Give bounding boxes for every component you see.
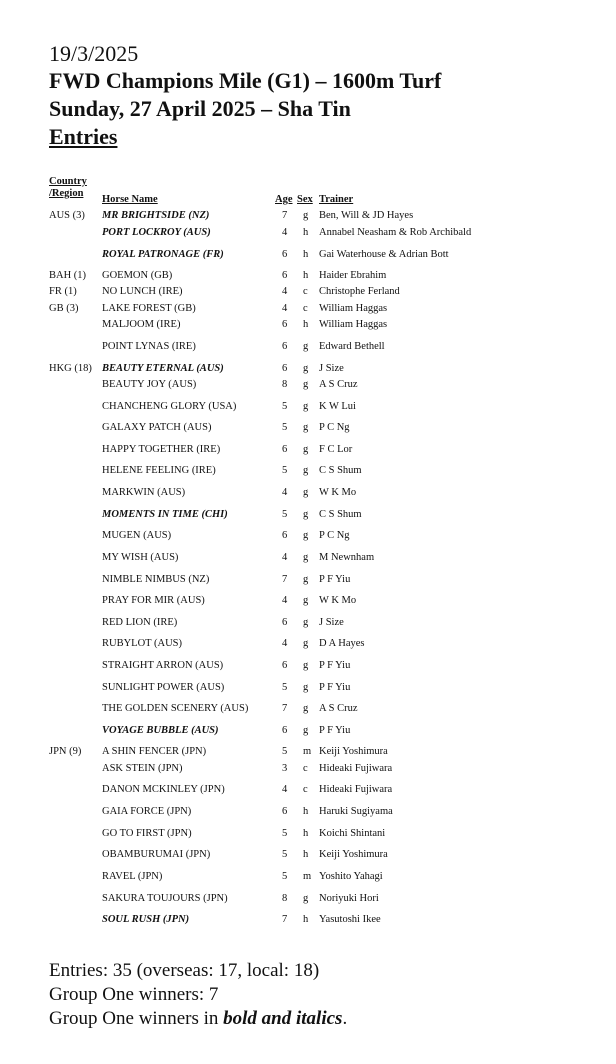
g1-legend-prefix: Group One winners in <box>49 1008 224 1029</box>
row-sex: h <box>303 914 309 925</box>
row-horse-name: RED LION (IRE) <box>102 617 178 628</box>
issue-date: 19/3/2025 <box>49 41 139 66</box>
g1-legend-suffix: . <box>342 1008 348 1029</box>
row-horse-name: LAKE FOREST (GB) <box>102 303 196 314</box>
row-sex: g <box>303 422 309 433</box>
row-horse-name: MALJOOM (IRE) <box>102 319 181 330</box>
table-row <box>0 226 616 240</box>
table-row <box>0 805 616 819</box>
row-sex: g <box>303 530 309 541</box>
row-horse-name: RAVEL (JPN) <box>102 871 163 882</box>
row-sex: g <box>303 444 309 455</box>
row-sex: h <box>303 849 309 860</box>
table-row <box>0 745 616 759</box>
row-horse-name: SOUL RUSH (JPN) <box>102 914 190 925</box>
row-trainer: C S Shum <box>319 465 362 476</box>
table-row <box>0 318 616 332</box>
row-horse-name: PRAY FOR MIR (AUS) <box>102 595 205 606</box>
row-trainer: P F Yiu <box>319 725 351 736</box>
row-age: 6 <box>282 806 288 817</box>
row-horse-name: ROYAL PATRONAGE (FR) <box>102 249 224 260</box>
row-age: 5 <box>282 871 288 882</box>
row-trainer: J Size <box>319 363 344 374</box>
race-title: FWD Champions Mile (G1) – 1600m Turf <box>49 68 442 93</box>
row-sex: g <box>303 893 309 904</box>
table-row <box>0 464 616 478</box>
row-age: 5 <box>282 746 288 757</box>
row-trainer: A S Cruz <box>319 379 358 390</box>
table-row <box>0 285 616 299</box>
row-trainer: W K Mo <box>319 487 357 498</box>
table-row <box>0 594 616 608</box>
section-heading: Entries <box>49 124 118 149</box>
row-sex: g <box>303 638 309 649</box>
row-age: 7 <box>282 210 288 221</box>
row-horse-name: RUBYLOT (AUS) <box>102 638 183 649</box>
col-country-line2: /Region <box>49 188 84 199</box>
table-row <box>0 724 616 738</box>
summary-footer <box>49 959 347 1031</box>
table-row <box>0 573 616 587</box>
col-country-line1: Country <box>49 176 87 187</box>
entries-count: Entries: 35 (overseas: 17, local: 18) <box>49 960 320 981</box>
row-trainer: William Haggas <box>319 303 388 314</box>
row-trainer: A S Cruz <box>319 703 358 714</box>
table-row <box>0 892 616 906</box>
row-trainer: P C Ng <box>319 422 350 433</box>
row-age: 6 <box>282 660 288 671</box>
row-sex: h <box>303 828 309 839</box>
table-row <box>0 362 616 376</box>
row-age: 5 <box>282 828 288 839</box>
table-row <box>0 302 616 316</box>
row-age: 6 <box>282 249 288 260</box>
row-trainer: M Newnham <box>319 552 375 563</box>
row-sex: h <box>303 806 309 817</box>
row-trainer: F C Lor <box>319 444 353 455</box>
row-age: 4 <box>282 286 288 297</box>
row-sex: g <box>303 341 309 352</box>
row-sex: g <box>303 363 309 374</box>
row-sex: g <box>303 574 309 585</box>
row-horse-name: VOYAGE BUBBLE (AUS) <box>102 725 219 736</box>
row-sex: c <box>303 286 308 297</box>
row-age: 4 <box>282 784 288 795</box>
row-sex: g <box>303 725 309 736</box>
row-horse-name: MR BRIGHTSIDE (NZ) <box>102 210 210 221</box>
race-day-venue: Sunday, 27 April 2025 – Sha Tin <box>49 96 351 121</box>
row-trainer: C S Shum <box>319 509 362 520</box>
row-age: 7 <box>282 914 288 925</box>
row-horse-name: GOEMON (GB) <box>102 270 173 281</box>
row-horse-name: GAIA FORCE (JPN) <box>102 806 192 817</box>
row-age: 6 <box>282 363 288 374</box>
row-horse-name: STRAIGHT ARRON (AUS) <box>102 660 224 671</box>
table-row <box>0 248 616 262</box>
row-trainer: P F Yiu <box>319 682 351 693</box>
table-row <box>0 508 616 522</box>
row-sex: g <box>303 487 309 498</box>
row-trainer: William Haggas <box>319 319 388 330</box>
row-trainer: Koichi Shintani <box>319 828 386 839</box>
col-age: Age <box>275 194 293 205</box>
table-row <box>0 783 616 797</box>
row-sex: g <box>303 617 309 628</box>
row-horse-name: HELENE FEELING (IRE) <box>102 465 216 476</box>
row-age: 6 <box>282 319 288 330</box>
row-age: 3 <box>282 763 288 774</box>
table-row <box>0 529 616 543</box>
table-row <box>0 681 616 695</box>
table-row <box>0 443 616 457</box>
row-trainer: Hideaki Fujiwara <box>319 784 393 795</box>
row-trainer: Christophe Ferland <box>319 286 400 297</box>
row-trainer: J Size <box>319 617 344 628</box>
table-row <box>0 378 616 392</box>
row-horse-name: POINT LYNAS (IRE) <box>102 341 196 352</box>
table-row <box>0 637 616 651</box>
row-age: 6 <box>282 617 288 628</box>
row-horse-name: BEAUTY JOY (AUS) <box>102 379 197 390</box>
row-horse-name: MARKWIN (AUS) <box>102 487 186 498</box>
row-age: 4 <box>282 303 288 314</box>
table-row <box>0 827 616 841</box>
page-header <box>49 40 441 151</box>
g1-winners-count: Group One winners: 7 <box>49 984 219 1005</box>
row-horse-name: MUGEN (AUS) <box>102 530 172 541</box>
row-horse-name: PORT LOCKROY (AUS) <box>102 227 211 238</box>
row-age: 5 <box>282 849 288 860</box>
row-sex: g <box>303 552 309 563</box>
row-horse-name: GALAXY PATCH (AUS) <box>102 422 212 433</box>
row-trainer: W K Mo <box>319 595 357 606</box>
col-trainer: Trainer <box>319 194 354 205</box>
table-row <box>0 551 616 565</box>
row-country: JPN (9) <box>49 746 82 757</box>
row-horse-name: ASK STEIN (JPN) <box>102 763 183 774</box>
table-row <box>0 486 616 500</box>
row-sex: g <box>303 595 309 606</box>
row-horse-name: DANON MCKINLEY (JPN) <box>102 784 225 795</box>
row-age: 4 <box>282 638 288 649</box>
row-trainer: P F Yiu <box>319 660 351 671</box>
row-trainer: Haruki Sugiyama <box>319 806 393 817</box>
row-age: 5 <box>282 509 288 520</box>
table-row <box>0 400 616 414</box>
table-row <box>0 209 616 223</box>
row-age: 6 <box>282 725 288 736</box>
row-sex: g <box>303 401 309 412</box>
row-age: 5 <box>282 465 288 476</box>
row-trainer: Keiji Yoshimura <box>319 849 388 860</box>
row-country: GB (3) <box>49 303 79 314</box>
table-row <box>0 870 616 884</box>
table-row <box>0 702 616 716</box>
row-sex: h <box>303 270 309 281</box>
row-sex: h <box>303 249 309 260</box>
row-horse-name: A SHIN FENCER (JPN) <box>102 746 207 757</box>
row-age: 5 <box>282 682 288 693</box>
row-horse-name: GO TO FIRST (JPN) <box>102 828 192 839</box>
row-sex: g <box>303 509 309 520</box>
row-sex: g <box>303 210 309 221</box>
row-sex: g <box>303 660 309 671</box>
row-age: 4 <box>282 227 288 238</box>
table-row <box>0 421 616 435</box>
row-country: AUS (3) <box>49 210 85 221</box>
row-horse-name: NIMBLE NIMBUS (NZ) <box>102 574 210 585</box>
row-age: 4 <box>282 552 288 563</box>
row-age: 4 <box>282 595 288 606</box>
row-trainer: P C Ng <box>319 530 350 541</box>
row-sex: h <box>303 319 309 330</box>
row-age: 5 <box>282 422 288 433</box>
row-horse-name: HAPPY TOGETHER (IRE) <box>102 444 221 455</box>
row-horse-name: BEAUTY ETERNAL (AUS) <box>102 363 224 374</box>
row-horse-name: SAKURA TOUJOURS (JPN) <box>102 893 228 904</box>
row-trainer: Hideaki Fujiwara <box>319 763 393 774</box>
row-country: FR (1) <box>49 286 77 297</box>
row-horse-name: MY WISH (AUS) <box>102 552 179 563</box>
row-trainer: P F Yiu <box>319 574 351 585</box>
row-age: 6 <box>282 270 288 281</box>
row-age: 6 <box>282 444 288 455</box>
row-sex: h <box>303 227 309 238</box>
row-country: HKG (18) <box>49 363 92 374</box>
row-sex: m <box>303 746 312 757</box>
row-trainer: Haider Ebrahim <box>319 270 387 281</box>
col-horse-name: Horse Name <box>102 194 158 205</box>
row-trainer: Keiji Yoshimura <box>319 746 388 757</box>
table-row <box>0 913 616 927</box>
row-trainer: Noriyuki Hori <box>319 893 379 904</box>
row-age: 6 <box>282 530 288 541</box>
g1-legend-emphasis: bold and italics <box>223 1008 343 1029</box>
row-sex: g <box>303 682 309 693</box>
row-sex: c <box>303 784 308 795</box>
row-trainer: D A Hayes <box>319 638 365 649</box>
row-horse-name: OBAMBURUMAI (JPN) <box>102 849 211 860</box>
row-trainer: Gai Waterhouse & Adrian Bott <box>319 249 449 260</box>
row-age: 6 <box>282 341 288 352</box>
row-horse-name: SUNLIGHT POWER (AUS) <box>102 682 225 693</box>
row-horse-name: NO LUNCH (IRE) <box>102 286 183 297</box>
row-sex: g <box>303 379 309 390</box>
row-horse-name: MOMENTS IN TIME (CHI) <box>102 509 228 520</box>
g1-legend <box>49 1007 347 1031</box>
row-sex: g <box>303 703 309 714</box>
table-row <box>0 340 616 354</box>
row-horse-name: CHANCHENG GLORY (USA) <box>102 401 237 412</box>
row-trainer: Yasutoshi Ikee <box>319 914 381 925</box>
row-age: 7 <box>282 574 288 585</box>
row-sex: g <box>303 465 309 476</box>
row-sex: m <box>303 871 312 882</box>
table-row <box>0 616 616 630</box>
table-row <box>0 848 616 862</box>
row-sex: c <box>303 763 308 774</box>
row-country: BAH (1) <box>49 270 87 281</box>
table-row <box>0 269 616 283</box>
row-age: 5 <box>282 401 288 412</box>
col-sex: Sex <box>297 194 313 205</box>
row-trainer: Yoshito Yahagi <box>319 871 383 882</box>
table-row <box>0 659 616 673</box>
table-row <box>0 762 616 776</box>
row-age: 4 <box>282 487 288 498</box>
row-trainer: Annabel Neasham & Rob Archibald <box>319 227 472 238</box>
row-age: 8 <box>282 893 288 904</box>
row-trainer: Edward Bethell <box>319 341 385 352</box>
row-sex: c <box>303 303 308 314</box>
row-trainer: Ben, Will & JD Hayes <box>319 210 414 221</box>
row-trainer: K W Lui <box>319 401 356 412</box>
row-age: 7 <box>282 703 288 714</box>
row-age: 8 <box>282 379 288 390</box>
row-horse-name: THE GOLDEN SCENERY (AUS) <box>102 703 249 714</box>
